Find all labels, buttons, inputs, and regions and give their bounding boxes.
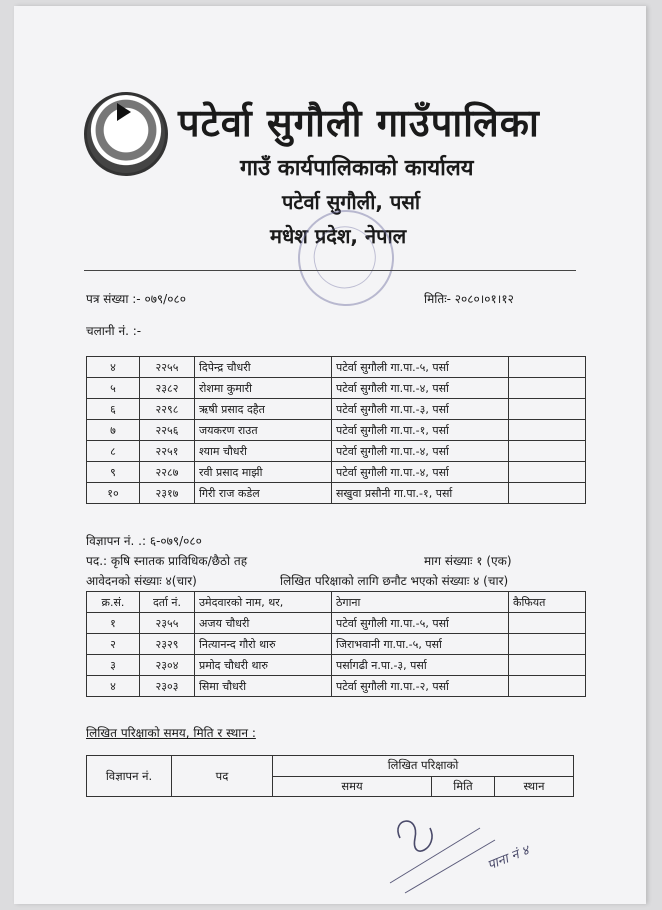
cell-registration: २३२९ xyxy=(140,634,195,655)
applicant-count: आवेदनको संख्याः ४(चार) xyxy=(86,574,197,588)
exam-col-time: समय xyxy=(273,776,432,797)
cell-registration: २२५६ xyxy=(140,420,195,441)
exam-col-advertisement: विज्ञापन नं. xyxy=(87,756,172,797)
cell-serial: ४ xyxy=(87,357,140,378)
candidate-table-continued xyxy=(86,356,586,504)
dispatch-number: चलानी नं. :- xyxy=(86,324,142,338)
cell-registration: २३८२ xyxy=(140,378,195,399)
cell-serial: ५ xyxy=(87,378,140,399)
cell-name: अजय चौधरी xyxy=(195,613,332,634)
cell-name: प्रमोद चौधरी थारु xyxy=(195,655,332,676)
cell-remarks xyxy=(509,399,586,420)
cell-registration: २३०४ xyxy=(140,655,195,676)
cell-remarks xyxy=(509,378,586,399)
cell-address: पटेर्वा सुगौली गा.पा.-१, पर्सा xyxy=(332,420,509,441)
exam-col-date: मिति xyxy=(432,776,495,797)
cell-name: ऋषी प्रसाद दहैत xyxy=(195,399,332,420)
government-emblem-icon xyxy=(84,92,168,176)
header-registration: दर्ता नं. xyxy=(140,592,195,613)
cell-registration: २३१७ xyxy=(140,483,195,504)
demand-count: माग संख्याः १ (एक) xyxy=(424,554,512,568)
cell-address: पटेर्वा सुगौली गा.पा.-४, पर्सा xyxy=(332,462,509,483)
post-title: पद.: कृषि स्नातक प्राविधिक/छैठो तह xyxy=(86,554,248,568)
cell-remarks xyxy=(509,655,586,676)
shortlisted-candidate-table xyxy=(86,591,586,697)
header-address: ठेगाना xyxy=(332,592,509,613)
cell-remarks xyxy=(509,420,586,441)
cell-address: पर्सागढी न.पा.-३, पर्सा xyxy=(332,655,509,676)
cell-serial: ३ xyxy=(87,655,140,676)
cell-remarks xyxy=(509,462,586,483)
cell-serial: ९ xyxy=(87,462,140,483)
header-serial: क्र.सं. xyxy=(87,592,140,613)
advertisement-number: विज्ञापन नं. .: ६-०७९/०८० xyxy=(86,534,202,548)
cell-name: रोशमा कुमारी xyxy=(195,378,332,399)
cell-name: गिरी राज कडेल xyxy=(195,483,332,504)
cell-address: पटेर्वा सुगौली गा.पा.-५, पर्सा xyxy=(332,613,509,634)
header-candidate-name: उमेदवारको नाम, थर, xyxy=(195,592,332,613)
cell-serial: २ xyxy=(87,634,140,655)
cell-address: पटेर्वा सुगौली गा.पा.-४, पर्सा xyxy=(332,378,509,399)
cell-remarks xyxy=(509,676,586,697)
cell-registration: २२५१ xyxy=(140,441,195,462)
page-number: पाना नं ४ xyxy=(485,843,532,874)
cell-name: जयकरण राउत xyxy=(195,420,332,441)
cell-serial: १ xyxy=(87,613,140,634)
cell-registration: २२९८ xyxy=(140,399,195,420)
table-row xyxy=(87,613,586,634)
header-divider xyxy=(84,270,576,271)
table-row xyxy=(87,676,586,697)
province-name: मधेश प्रदेश, नेपाल xyxy=(270,224,407,248)
cell-address: जिराभवानी गा.पा.-५, पर्सा xyxy=(332,634,509,655)
exam-schedule-heading: लिखित परिक्षाको समय, मिति र स्थान : xyxy=(86,726,256,740)
cell-address: सखुवा प्रसौनी गा.पा.-१, पर्सा xyxy=(332,483,509,504)
cell-remarks xyxy=(509,357,586,378)
office-name: गाउँ कार्यपालिकाको कार्यालय xyxy=(240,156,474,181)
cell-remarks xyxy=(509,483,586,504)
table-row xyxy=(87,634,586,655)
exam-col-written: लिखित परिक्षाको xyxy=(273,756,574,777)
table-row xyxy=(87,441,586,462)
office-location: पटेर्वा सुगौली, पर्सा xyxy=(282,190,421,214)
table-row xyxy=(87,357,586,378)
cell-serial: ६ xyxy=(87,399,140,420)
cell-remarks xyxy=(509,613,586,634)
cell-address: पटेर्वा सुगौली गा.पा.-२, पर्सा xyxy=(332,676,509,697)
cell-name: रवी प्रसाद माझी xyxy=(195,462,332,483)
table-row xyxy=(87,655,586,676)
exam-schedule-table xyxy=(86,755,574,797)
cell-address: पटेर्वा सुगौली गा.पा.-३, पर्सा xyxy=(332,399,509,420)
table-row xyxy=(87,462,586,483)
letter-date: मितिः- २०८०।०१।१२ xyxy=(424,292,514,306)
cell-registration: २२८७ xyxy=(140,462,195,483)
cell-serial: १० xyxy=(87,483,140,504)
table-row xyxy=(87,399,586,420)
cell-name: श्याम चौधरी xyxy=(195,441,332,462)
exam-col-post: पद xyxy=(172,756,273,797)
cell-name: नित्यानन्द गौरो थारु xyxy=(195,634,332,655)
cell-remarks xyxy=(509,634,586,655)
exam-col-place: स्थान xyxy=(495,776,574,797)
table-row xyxy=(87,378,586,399)
header-remarks: कैफियत xyxy=(509,592,586,613)
cell-name: दिपेन्द्र चौधरी xyxy=(195,357,332,378)
cell-registration: २२५५ xyxy=(140,357,195,378)
shortlisted-count: लिखित परिक्षाको लागि छनौट भएको संख्याः ४ (चार) xyxy=(280,574,509,588)
table-row xyxy=(87,483,586,504)
cell-name: सिमा चौधरी xyxy=(195,676,332,697)
cell-remarks xyxy=(509,441,586,462)
cell-serial: ४ xyxy=(87,676,140,697)
cell-registration: २३०३ xyxy=(140,676,195,697)
table-row xyxy=(87,420,586,441)
cell-registration: २३५५ xyxy=(140,613,195,634)
cell-serial: ८ xyxy=(87,441,140,462)
municipality-name: पटेर्वा सुगौली गाउँपालिका xyxy=(178,101,540,145)
cell-serial: ७ xyxy=(87,420,140,441)
letter-number: पत्र संख्या :- ०७९/०८० xyxy=(86,292,186,306)
cell-address: पटेर्वा सुगौली गा.पा.-५, पर्सा xyxy=(332,357,509,378)
cell-address: पटेर्वा सुगौली गा.पा.-४, पर्सा xyxy=(332,441,509,462)
